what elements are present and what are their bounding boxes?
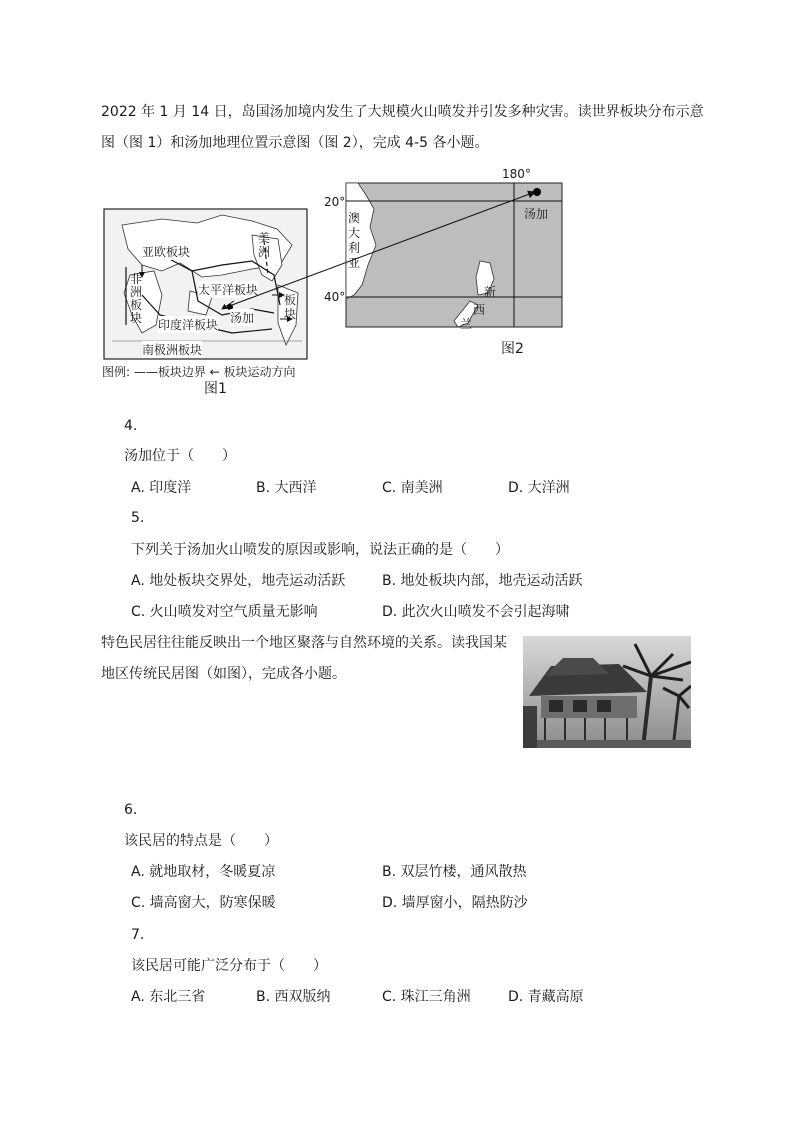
label-lon-180: 180° (502, 167, 531, 181)
q7-option-c[interactable]: C. 珠江三角洲 (382, 989, 471, 1005)
q4-option-c[interactable]: C. 南美洲 (382, 480, 443, 496)
q6-option-b[interactable]: B. 双层竹楼，通风散热 (382, 864, 527, 880)
figure-2-caption: 图2 (501, 341, 524, 357)
q7-option-d[interactable]: D. 青藏高原 (508, 989, 584, 1005)
q4-stem: 汤加位于（ ） (124, 448, 236, 464)
q5-option-a[interactable]: A. 地处板块交界处，地壳运动活跃 (131, 573, 346, 589)
q4-option-b[interactable]: B. 大西洋 (256, 480, 317, 496)
label-eurasia-plate: 亚欧板块 (142, 245, 191, 259)
q7-number: 7. (131, 927, 145, 943)
q6-stem: 该民居的特点是（ ） (124, 833, 278, 849)
q5-stem: 下列关于汤加火山喷发的原因或影响，说法正确的是（ ） (131, 542, 509, 558)
label-australia: 澳 大 利 亚 (348, 211, 361, 270)
q7-stem: 该民居可能广泛分布于（ ） (131, 958, 327, 974)
q6-number: 6. (124, 802, 138, 818)
q6-option-a[interactable]: A. 就地取材，冬暖夏凉 (131, 864, 276, 880)
intro-line-1: 2022 年 1 月 14 日，岛国汤加境内发生了大规模火山喷发并引发多种灾害。读世界板块分布示意 (101, 104, 704, 120)
label-americas-plate: 美 洲 (258, 231, 271, 259)
q5-number: 5. (131, 510, 145, 526)
traditional-house-photo (523, 636, 691, 748)
q4-option-d[interactable]: D. 大洋洲 (508, 480, 570, 496)
q7-option-a[interactable]: A. 东北三省 (131, 989, 206, 1005)
label-nz-3: 兰 (460, 317, 473, 331)
q5-option-d[interactable]: D. 此次火山喷发不会引起海啸 (382, 604, 570, 620)
connector-arrow (230, 185, 550, 315)
label-lat-40: 40° (324, 290, 346, 304)
q4-number: 4. (124, 418, 138, 434)
intro2-line-1: 特色民居往往能反映出一个地区聚落与自然环境的关系。读我国某 (101, 635, 507, 651)
q4-option-a[interactable]: A. 印度洋 (131, 480, 192, 496)
q5-option-c[interactable]: C. 火山喷发对空气质量无影响 (131, 604, 318, 620)
label-nz-1: 新 (484, 285, 497, 299)
label-indian-plate: 印度洋板块 (158, 318, 219, 332)
label-antarctic-plate: 南极洲板块 (142, 343, 203, 357)
label-tonga-fig1: 汤加 (230, 311, 255, 325)
intro-line-2: 图（图 1）和汤加地理位置示意图（图 2），完成 4-5 各小题。 (101, 135, 489, 151)
label-lat-20: 20° (324, 195, 346, 209)
label-tonga-fig2: 汤加 (524, 207, 549, 221)
q7-option-b[interactable]: B. 西双版纳 (256, 989, 331, 1005)
q5-option-b[interactable]: B. 地处板块内部，地壳运动活跃 (382, 573, 583, 589)
label-plate-right: 板 块 (284, 293, 297, 321)
q6-option-d[interactable]: D. 墙厚窗小，隔热防沙 (382, 895, 528, 911)
figure-1-legend: 图例: ——板块边界 ← 板块运动方向 (102, 365, 296, 379)
intro2-line-2: 地区传统民居图（如图），完成各小题。 (101, 666, 346, 682)
label-pacific-plate: 太平洋板块 (198, 283, 259, 297)
figure-1-caption: 图1 (204, 381, 227, 397)
q6-option-c[interactable]: C. 墙高窗大，防寒保暖 (131, 895, 276, 911)
label-nz-2: 西 (473, 303, 486, 317)
label-africa-plate: 非 洲 板 块 (130, 272, 143, 325)
